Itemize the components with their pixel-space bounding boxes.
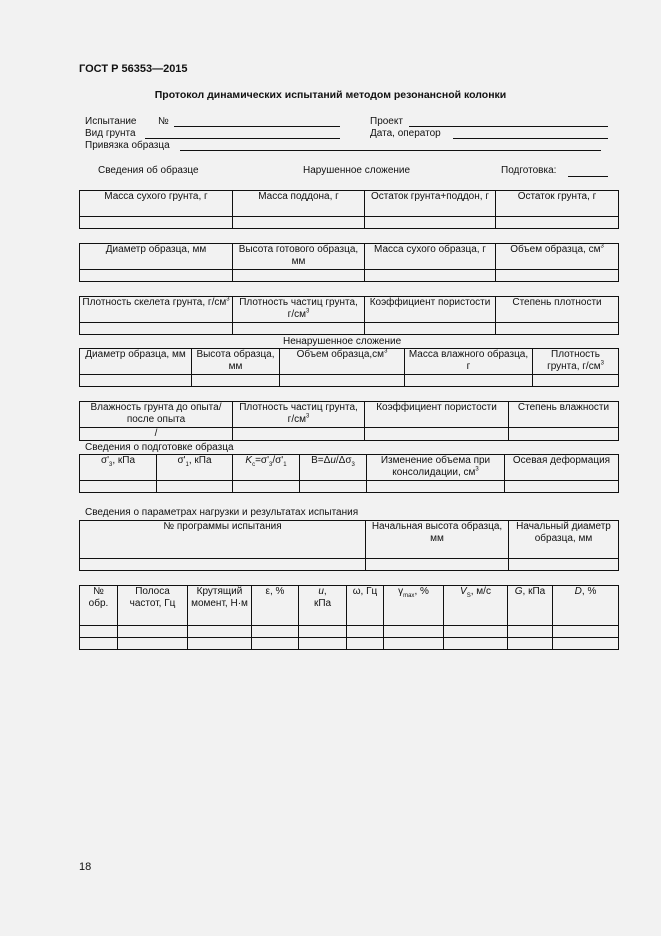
input-cell[interactable] xyxy=(233,481,300,493)
header-cell: Диаметр образца, мм xyxy=(80,244,233,270)
input-cell[interactable] xyxy=(300,481,367,493)
preparation-info-label: Сведения о подготовке образца xyxy=(85,442,234,453)
header-cell: Начальный диаметр образца, мм xyxy=(509,521,619,559)
preparation-label: Подготовка: xyxy=(501,165,557,176)
page-number: 18 xyxy=(79,861,92,873)
header-cell: Коэффициент пористости xyxy=(365,297,496,323)
header-cell: Масса сухого грунта, г xyxy=(80,191,233,217)
load-params-label: Сведения о параметрах нагрузки и результатах испытания xyxy=(85,507,359,518)
input-cell[interactable] xyxy=(299,626,347,638)
header-text: Изменение объема при консолидации, см xyxy=(380,455,491,478)
input-cell[interactable] xyxy=(444,626,508,638)
input-cell[interactable] xyxy=(367,481,505,493)
date-operator-line[interactable] xyxy=(453,138,608,139)
input-cell[interactable] xyxy=(384,638,444,650)
superscript: 3 xyxy=(305,413,310,420)
input-cell[interactable] xyxy=(365,270,496,282)
input-cell[interactable] xyxy=(80,559,366,571)
input-cell[interactable] xyxy=(509,428,619,441)
header-cell xyxy=(80,455,157,481)
header-cell xyxy=(533,349,619,375)
input-cell[interactable] xyxy=(405,375,533,387)
header-text: Плотность частиц грунта, г/см xyxy=(239,297,358,320)
header-text: Объем образца,см xyxy=(296,349,385,360)
input-cell[interactable] xyxy=(252,626,299,638)
sigma3-symbol: σ' xyxy=(100,455,110,466)
project-line[interactable] xyxy=(409,126,608,127)
header-cell: Начальная высота образца, мм xyxy=(366,521,509,559)
header-cell: Осевая деформация xyxy=(505,455,619,481)
subscript: S xyxy=(466,593,471,599)
project-label: Проект xyxy=(370,116,403,127)
sample-ref-label: Привязка образца xyxy=(85,140,170,151)
unit-text: , % xyxy=(581,586,597,597)
vs-symbol: V xyxy=(460,586,467,597)
consolidation-table xyxy=(79,454,619,493)
sample-ref-line[interactable] xyxy=(180,150,601,151)
unit-text: , кПа xyxy=(522,586,546,597)
u-symbol: u xyxy=(318,586,324,597)
subscript: 3 xyxy=(269,462,273,468)
input-cell[interactable] xyxy=(188,626,252,638)
header-cell: Крутящий момент, Н·м xyxy=(188,586,252,626)
header-text: Объем образца, см xyxy=(510,244,601,255)
input-cell[interactable] xyxy=(80,323,233,335)
input-cell[interactable] xyxy=(80,481,157,493)
header-cell: Высота готового образца, мм xyxy=(233,244,365,270)
input-cell[interactable] xyxy=(80,270,233,282)
header-cell xyxy=(233,455,300,481)
header-cell: № обр. xyxy=(80,586,118,626)
input-cell[interactable] xyxy=(496,217,619,229)
input-cell[interactable] xyxy=(80,375,192,387)
header-cell: ε, % xyxy=(252,586,299,626)
header-cell: Масса сухого образца, г xyxy=(365,244,496,270)
density-table xyxy=(79,296,619,335)
input-cell[interactable] xyxy=(280,375,405,387)
test-label: Испытание xyxy=(85,116,137,127)
input-cell[interactable] xyxy=(157,481,233,493)
input-cell[interactable] xyxy=(496,323,619,335)
input-cell[interactable] xyxy=(188,638,252,650)
header-cell: Коэффициент пористости xyxy=(365,402,509,428)
date-operator-label: Дата, оператор xyxy=(370,128,441,139)
input-cell[interactable] xyxy=(347,638,384,650)
header-cell: Остаток грунта+поддон, г xyxy=(365,191,496,217)
disturbed-label: Нарушенное сложение xyxy=(303,165,411,176)
superscript: 3 xyxy=(600,243,604,250)
header-cell xyxy=(233,297,365,323)
standard-header: ГОСТ Р 56353—2015 xyxy=(79,63,188,75)
g-symbol: G xyxy=(514,586,523,597)
kc-symbol: K xyxy=(245,455,253,466)
input-cell[interactable] xyxy=(365,428,509,441)
header-cell: Диаметр образца, мм xyxy=(80,349,192,375)
input-cell[interactable] xyxy=(508,638,553,650)
unit-text: , кПа xyxy=(112,455,136,466)
results-table xyxy=(79,585,619,650)
superscript: 3 xyxy=(305,308,310,315)
header-cell xyxy=(80,297,233,323)
input-cell[interactable] xyxy=(533,375,619,387)
gamma-symbol: γ xyxy=(398,586,404,597)
input-cell[interactable] xyxy=(508,626,553,638)
header-cell: Влажность грунта до опыта/после опыта xyxy=(80,402,233,428)
header-cell xyxy=(553,586,619,626)
superscript: 3 xyxy=(384,348,388,355)
input-cell[interactable] xyxy=(233,323,365,335)
superscript: 3 xyxy=(600,360,604,367)
input-cell[interactable]: / xyxy=(80,428,233,441)
input-cell[interactable] xyxy=(233,270,365,282)
moisture-table xyxy=(79,401,619,441)
input-cell[interactable] xyxy=(505,481,619,493)
subscript: c xyxy=(252,462,256,468)
header-cell: Высота образца, мм xyxy=(192,349,280,375)
undisturbed-table xyxy=(79,348,619,387)
dry-mass-table xyxy=(79,190,619,229)
preparation-line[interactable] xyxy=(568,176,608,177)
header-cell: Масса влажного образца, г xyxy=(405,349,533,375)
unit-text: , м/с xyxy=(470,586,491,597)
input-cell[interactable] xyxy=(366,559,509,571)
sample-dimension-table xyxy=(79,243,619,282)
input-cell[interactable] xyxy=(509,559,619,571)
header-cell: ω, Гц xyxy=(347,586,384,626)
page-title: Протокол динамических испытаний методом резонансной колонки xyxy=(154,89,507,101)
sigma1-symbol: σ' xyxy=(177,455,186,466)
input-cell[interactable] xyxy=(80,626,118,638)
header-cell xyxy=(233,402,365,428)
header-cell xyxy=(384,586,444,626)
unit-text: , % xyxy=(414,586,429,597)
input-cell[interactable] xyxy=(233,217,365,229)
formula-text: /σ' xyxy=(272,455,284,466)
input-cell[interactable] xyxy=(192,375,280,387)
undisturbed-label: Ненарушенное сложение xyxy=(283,336,402,347)
header-cell xyxy=(157,455,233,481)
formula-text: =σ' xyxy=(255,455,270,466)
input-cell[interactable] xyxy=(444,638,508,650)
input-cell[interactable] xyxy=(365,217,496,229)
header-cell: № программы испытания xyxy=(80,521,366,559)
header-cell: Степень плотности xyxy=(496,297,619,323)
sample-info-label: Сведения об образце xyxy=(98,165,199,176)
subscript: max xyxy=(403,593,415,599)
header-cell xyxy=(300,455,367,481)
formula-text: /Δσ xyxy=(335,455,352,466)
unit-text: , кПа xyxy=(188,455,212,466)
input-cell[interactable] xyxy=(553,638,619,650)
header-cell xyxy=(367,455,505,481)
subscript: 1 xyxy=(283,462,287,468)
header-cell: Полоса частот, Гц xyxy=(118,586,188,626)
superscript: 3 xyxy=(226,296,230,303)
header-cell: Степень влажности xyxy=(509,402,619,428)
program-table xyxy=(79,520,619,571)
soil-type-line[interactable] xyxy=(145,138,340,139)
input-cell[interactable] xyxy=(118,626,188,638)
header-cell xyxy=(444,586,508,626)
header-text: Плотность скелета грунта, г/см xyxy=(82,297,227,308)
u-symbol: u xyxy=(330,455,336,466)
input-cell[interactable] xyxy=(80,217,233,229)
input-cell[interactable] xyxy=(365,323,496,335)
subscript: 3 xyxy=(109,462,113,468)
header-text: Плотность частиц грунта, г/см xyxy=(239,402,358,425)
subscript: 3 xyxy=(351,462,355,468)
header-text: Плотность грунта, г/см xyxy=(547,349,601,372)
unit-text: , кПа xyxy=(313,586,332,609)
input-cell[interactable] xyxy=(553,626,619,638)
input-cell[interactable] xyxy=(80,638,118,650)
superscript: 3 xyxy=(475,466,479,473)
test-number-line[interactable] xyxy=(174,126,340,127)
soil-type-label: Вид грунта xyxy=(85,128,136,139)
d-symbol: D xyxy=(574,586,582,597)
header-cell xyxy=(299,586,347,626)
header-cell xyxy=(508,586,553,626)
header-cell: Остаток грунта, г xyxy=(496,191,619,217)
input-cell[interactable] xyxy=(252,638,299,650)
input-cell[interactable] xyxy=(347,626,384,638)
input-cell[interactable] xyxy=(496,270,619,282)
header-cell xyxy=(496,244,619,270)
input-cell[interactable] xyxy=(233,428,365,441)
subscript: 1 xyxy=(185,462,189,468)
header-cell: Масса поддона, г xyxy=(233,191,365,217)
formula-text: B=Δ xyxy=(311,455,331,466)
input-cell[interactable] xyxy=(118,638,188,650)
number-label: № xyxy=(158,116,169,127)
header-cell xyxy=(280,349,405,375)
input-cell[interactable] xyxy=(299,638,347,650)
input-cell[interactable] xyxy=(384,626,444,638)
